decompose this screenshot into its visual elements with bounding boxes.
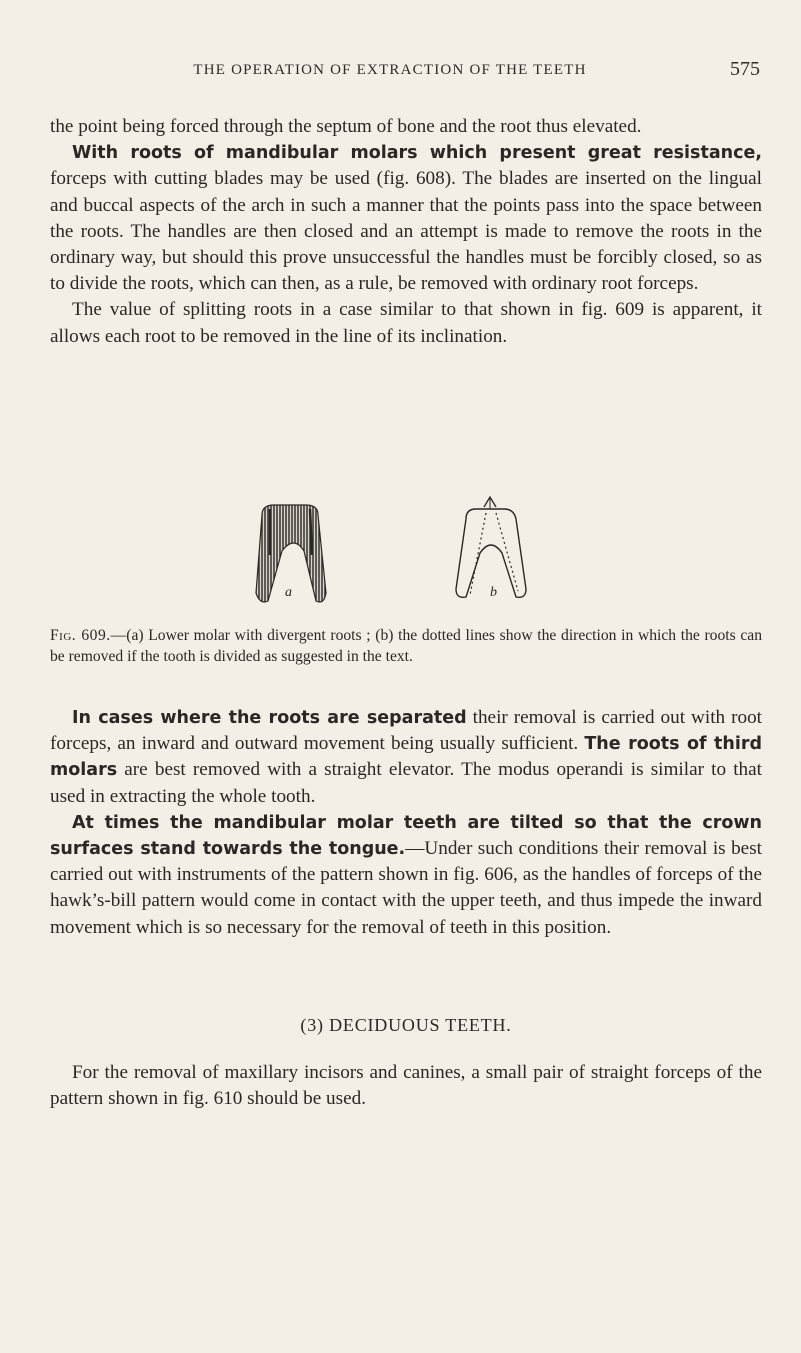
section-heading: (3) DECIDUOUS TEETH. [300,1015,512,1035]
tooth-b-shape [456,497,526,597]
caption-text: —(a) Lower molar with divergent roots ; (b) the dotted lines show the direction in which the roots can be removed if the tooth is divided as suggested in the text. [50,627,762,665]
paragraph-4-lead-2: The roots of third molars [50,734,762,781]
paragraph-4-body-2: are best removed with a straight elevator. The modus operandi is similar to that used in extracting the whole tooth. [50,759,762,807]
text-block-bottom [50,1060,762,1112]
figure-label-b: b [490,585,497,600]
paragraph-5-body: —Under such conditions their removal is best carried out with instruments of the pattern shown in fig. 606, as the handles of forceps of the hawk’s-bill pattern would come in contact with the upper teeth, and thus impede the inward movement which is so necessary for the removal of teeth in this position. [50,838,762,938]
caption-label: Fig. 609. [50,627,111,644]
paragraph-4 [50,705,762,810]
paragraph-5-lead: At times the mandibular molar teeth are tilted so that the crown surfaces stand towards the tongue. [50,812,762,860]
figure-label-a: a [285,585,292,600]
paragraph-4-lead: In cases where the roots are separated [72,708,467,728]
paragraph-2-lead: With roots of mandibular molars which present great resistance, [72,143,762,164]
figure-609 [240,495,540,613]
page-number: 575 [730,58,760,80]
paragraph-4-body: their removal is carried out with root forceps, an inward and outward movement being usually sufficient. [50,707,763,755]
figure-caption [50,626,762,667]
paragraph-6: For the removal of maxillary incisors and canines, a small pair of straight forceps of the pattern shown in fig. 610 should be used. [50,1062,762,1110]
paragraph-2 [50,140,762,297]
paragraph-2-body: forceps with cutting blades may be used (fig. 608). The blades are inserted on the lingual and buccal aspects of the arch in such a manner that the points pass into the space between the roots. The handles are then closed and an attempt is made to remove the roots in the ordinary way, but should this prove unsuccessful the handles must be forcibly closed, so as to divide the roots, which can then, as a rule, be removed with ordinary root forceps. [50,168,762,295]
tooth-illustration [240,495,540,613]
paragraph-3: The value of splitting roots in a case similar to that shown in fig. 609 is apparent, it allows each root to be removed in the line of its inclination. [50,299,762,347]
paragraph-5 [50,810,762,941]
running-title: THE OPERATION OF EXTRACTION OF THE TEETH [193,62,587,78]
text-block-top [50,114,762,350]
text-block-middle [50,705,762,941]
paragraph-1: the point being forced through the septum of bone and the root thus elevated. [50,116,642,137]
